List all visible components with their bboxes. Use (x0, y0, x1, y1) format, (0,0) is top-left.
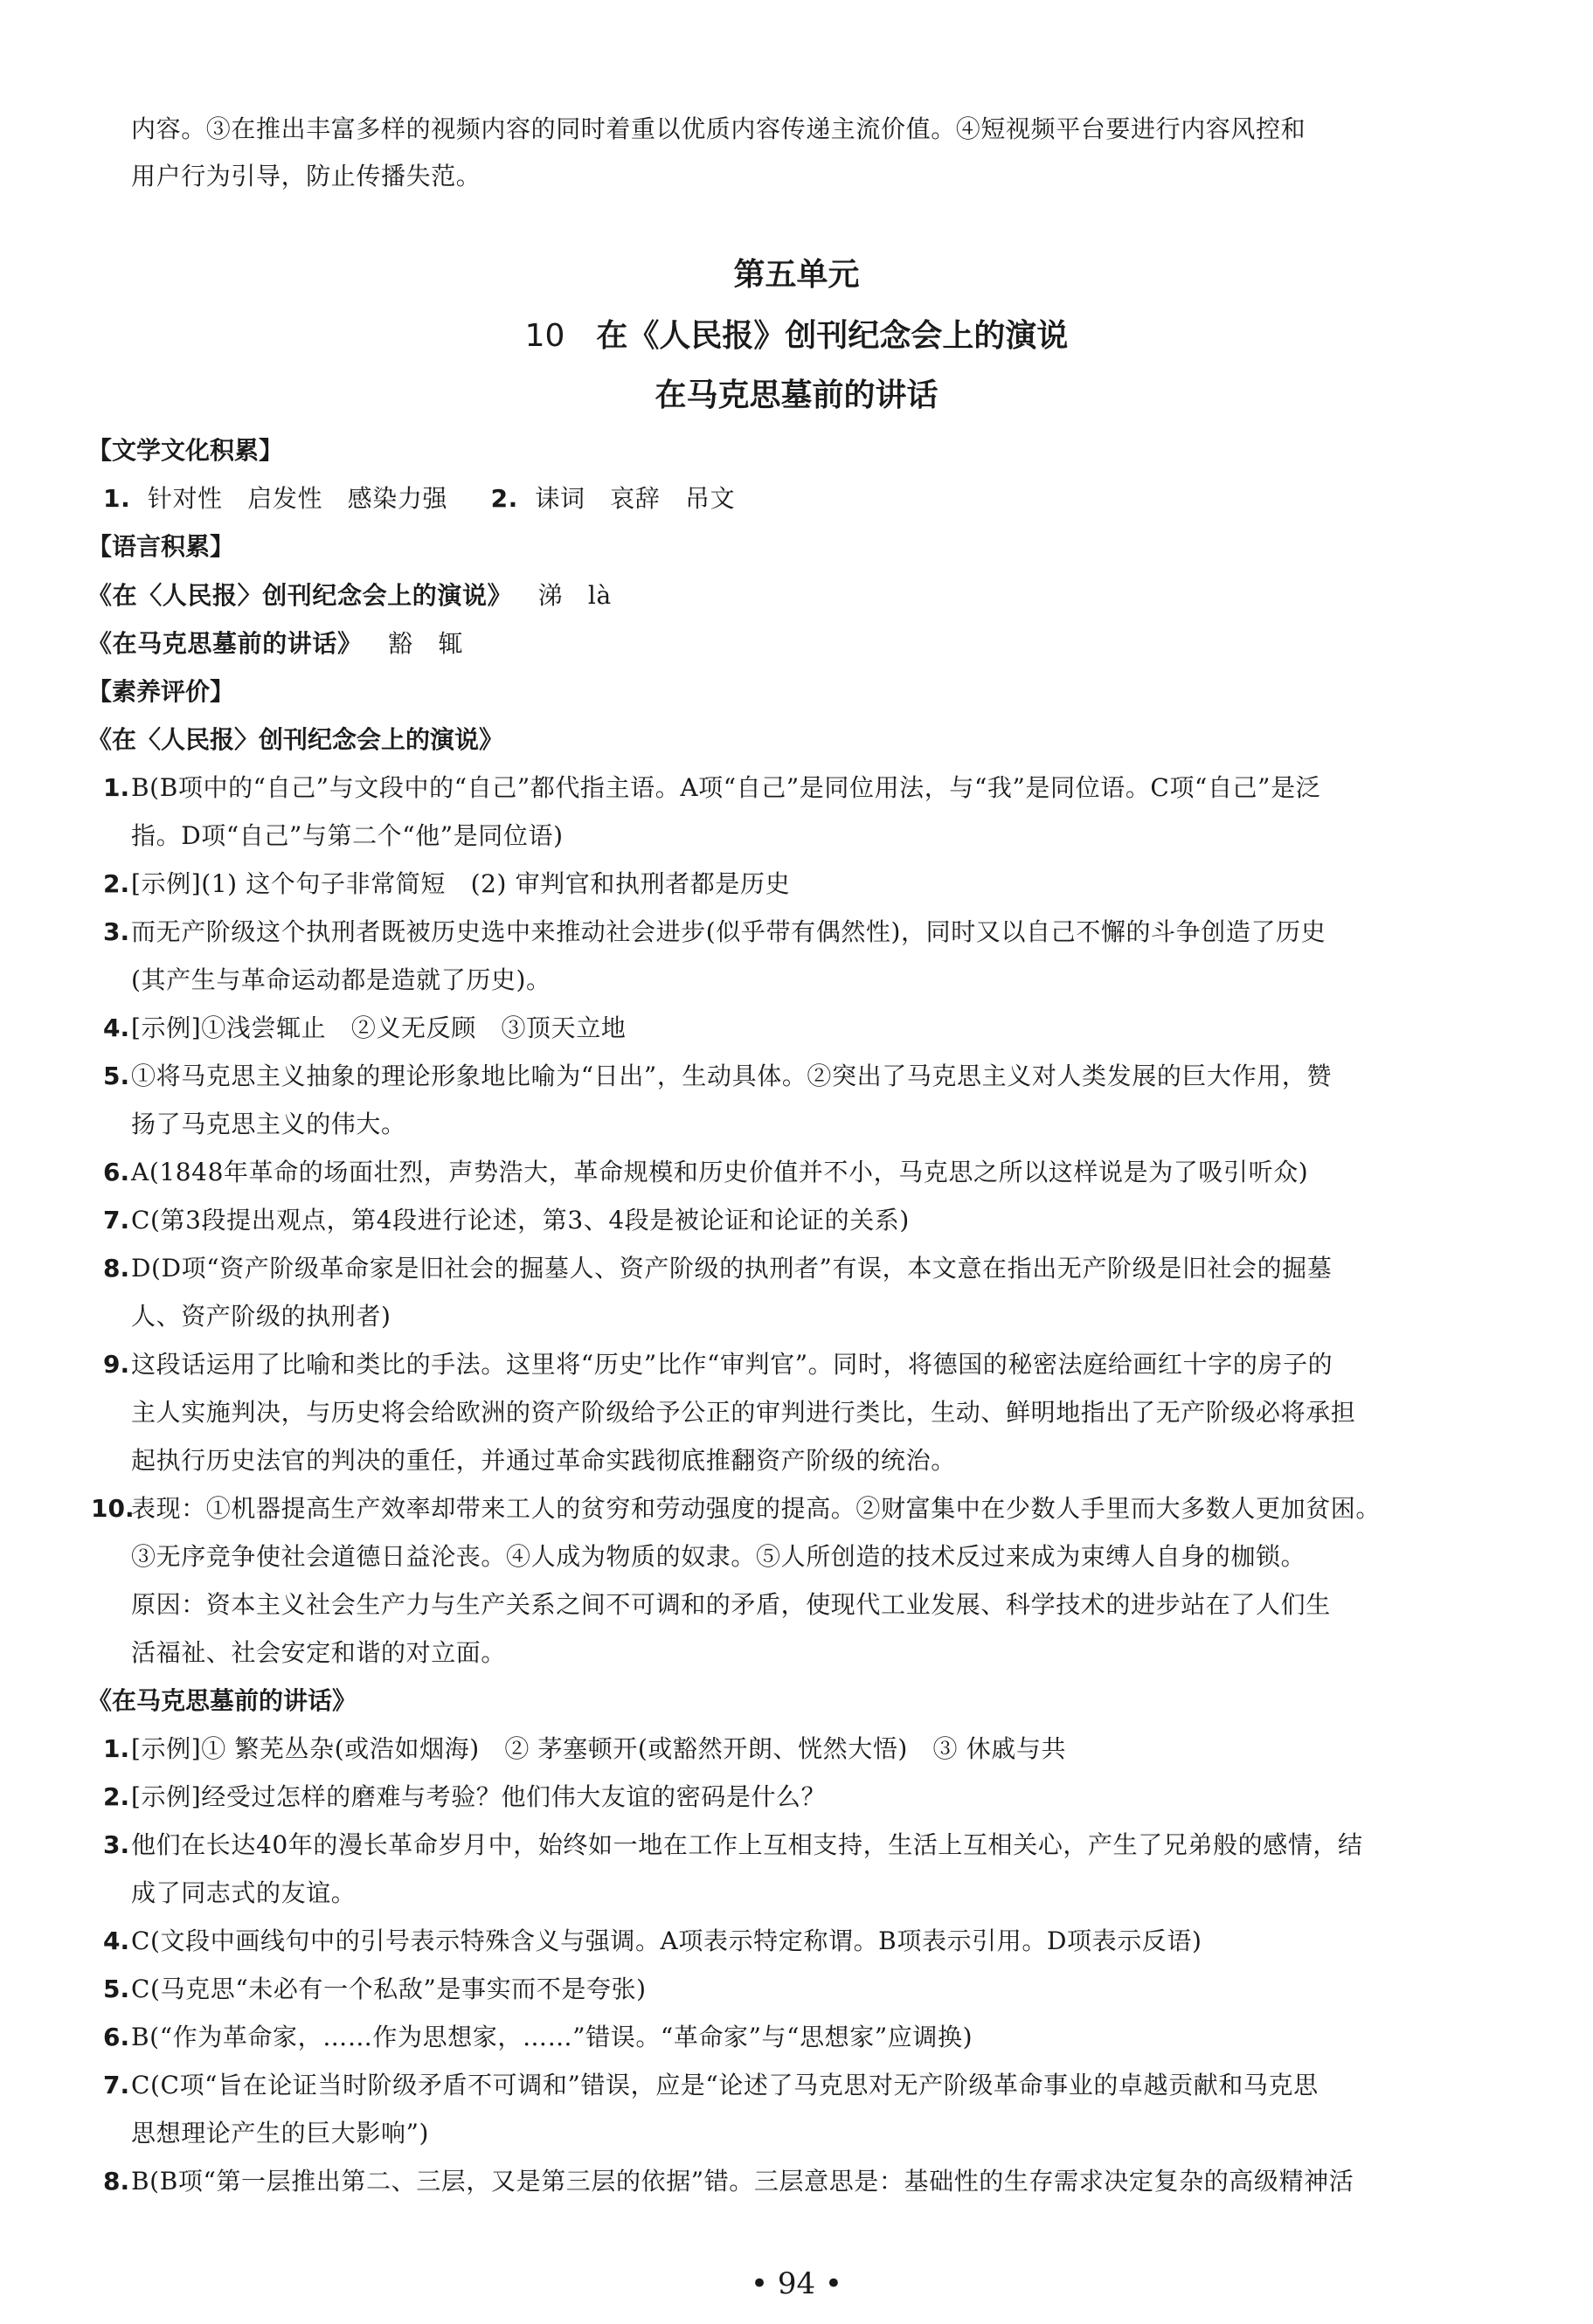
item-number: 9. (103, 1350, 130, 1379)
item-line: [示例]①浅尝辄止 ②义无反顾 ③顶天立地 (131, 1013, 627, 1042)
item-line: ③无序竞争使社会道德日益沦丧。④人成为物质的奴隶。⑤人所创造的技术反过来成为束缚人自身的枷锁。 (131, 1542, 1306, 1571)
lesson-title-main: 在《人民报》创刊纪念会上的演说 (596, 318, 1069, 354)
language-line (87, 626, 463, 661)
item-number: 7. (103, 2071, 130, 2099)
section-evaluation: 【素养评价】 (87, 677, 235, 706)
lesson-title (0, 316, 1593, 356)
item-line: 思想理论产生的巨大影响”) (131, 2119, 430, 2148)
language-text: 涕 là (537, 581, 612, 610)
section-literature: 【文学文化积累】 (87, 436, 284, 465)
language-label: 《在〈人民报〉创刊纪念会上的演说》 (87, 581, 513, 610)
unit-title: 第五单元 (733, 257, 860, 293)
item-number: 1. (103, 1734, 130, 1763)
item-number: 1. (103, 484, 131, 513)
lesson-subtitle: 在马克思墓前的讲话 (655, 377, 938, 413)
item-number: 5. (103, 1062, 130, 1090)
literature-answers (103, 481, 735, 516)
item-number: 2. (490, 484, 518, 513)
intro-line: 用户行为引导，防止传播失范。 (131, 162, 481, 190)
item-line: C(马克思“未必有一个私敌”是事实而不是夸张) (131, 1975, 647, 2003)
item-line: 起执行历史法官的判决的重任，并通过革命实践彻底推翻资产阶级的统治。 (131, 1446, 956, 1475)
item-line: A(1848年革命的场面壮烈，声势浩大，革命规模和历史价值并不小，马克思之所以这样说是为了吸引听众) (131, 1158, 1309, 1186)
item-number: 6. (103, 2023, 130, 2051)
sub-heading-speech: 《在〈人民报〉创刊纪念会上的演说》 (87, 725, 504, 754)
item-line: 表现：①机器提高生产效率却带来工人的贫穷和劳动强度的提高。②财富集中在少数人手里而大多数人更加贫困。 (131, 1494, 1382, 1523)
item-line: [示例](1) 这个句子非常简短 (2) 审判官和执刑者都是历史 (131, 869, 791, 898)
item-line: 成了同志式的友谊。 (131, 1878, 357, 1907)
item-number: 2. (103, 1782, 130, 1811)
item-line: C(文段中画线句中的引号表示特殊含义与强调。A项表示特定称谓。B项表示引用。D项表示反语) (131, 1926, 1202, 1955)
item-number: 8. (103, 1254, 130, 1283)
item-number: 1. (103, 773, 130, 802)
item-line: 活福祉、社会安定和谐的对立面。 (131, 1638, 507, 1667)
item-line: [示例]经受过怎样的磨难与考验？他们伟大友谊的密码是什么？ (131, 1782, 827, 1811)
lesson-number: 10 (524, 318, 565, 354)
intro-line: 内容。③在推出丰富多样的视频内容的同时着重以优质内容传递主流价值。④短视频平台要进行内容风控和 (131, 114, 1306, 143)
item-line: C(C项“旨在论证当时阶级矛盾不可调和”错误，应是“论述了马克思对无产阶级革命事业的卓越贡献和马克思 (131, 2071, 1319, 2099)
item-line: (其产生与革命运动都是造就了历史)。 (131, 965, 551, 994)
item-number: 3. (103, 1830, 130, 1859)
item-number: 5. (103, 1975, 130, 2003)
language-text: 豁 辄 (388, 629, 463, 658)
item-text: 诔词 哀辞 吊文 (535, 484, 736, 513)
item-number: 6. (103, 1158, 130, 1186)
item-number: 4. (103, 1926, 130, 1955)
item-line: B(B项“第一层推出第二、三层，又是第三层的依据”错。三层意思是：基础性的生存需求决定复杂的高级精神活 (131, 2167, 1354, 2196)
item-number: 4. (103, 1013, 130, 1042)
item-line: 扬了马克思主义的伟大。 (131, 1110, 406, 1138)
item-line: B(“作为革命家，……作为思想家，……”错误。“革命家”与“思想家”应调换) (131, 2023, 973, 2051)
page-number: • 94 • (751, 2266, 842, 2301)
item-line: C(第3段提出观点，第4段进行论述，第3、4段是被论证和论证的关系) (131, 1206, 910, 1235)
language-label: 《在马克思墓前的讲话》 (87, 629, 363, 658)
item-number: 3. (103, 917, 130, 946)
item-line: B(B项中的“自己”与文段中的“自己”都代指主语。A项“自己”是同位用法，与“我”是同位语。C项“自己”是泛 (131, 773, 1321, 802)
item-number: 8. (103, 2167, 130, 2196)
item-number: 10. (91, 1494, 135, 1523)
item-line: ①将马克思主义抽象的理论形象地比喻为“日出”，生动具体。②突出了马克思主义对人类发展的巨大作用，赞 (131, 1062, 1333, 1090)
item-line: 他们在长达40年的漫长革命岁月中，始终如一地在工作上互相支持，生活上互相关心，产生了兄弟般的感情，结 (131, 1830, 1363, 1859)
item-line: 人、资产阶级的执刑者) (131, 1302, 391, 1331)
item-number: 7. (103, 1206, 130, 1235)
item-line: 原因：资本主义社会生产力与生产关系之间不可调和的矛盾，使现代工业发展、科学技术的进步站在了人们生 (131, 1590, 1331, 1619)
item-line: [示例]① 繁芜丛杂(或浩如烟海) ② 茅塞顿开(或豁然开朗、恍然大悟) ③ 休戚与共 (131, 1734, 1067, 1763)
item-text: 针对性 启发性 感染力强 (147, 484, 448, 513)
item-line: 主人实施判决，与历史将会给欧洲的资产阶级给予公正的审判进行类比，生动、鲜明地指出了无产阶级必将承担 (131, 1398, 1356, 1427)
language-line (87, 578, 612, 613)
item-line: 这段话运用了比喻和类比的手法。这里将“历史”比作“审判官”。同时，将德国的秘密法庭给画红十字的房子的 (131, 1350, 1333, 1379)
item-line: 指。D项“自己”与第二个“他”是同位语) (131, 821, 564, 850)
item-line: D(D项“资产阶级革命家是旧社会的掘墓人、资产阶级的执刑者”有误，本文意在指出无产阶级是旧社会的掘墓 (131, 1254, 1333, 1283)
item-number: 2. (103, 869, 130, 898)
item-line: 而无产阶级这个执刑者既被历史选中来推动社会进步(似乎带有偶然性)，同时又以自己不懈的斗争创造了历史 (131, 917, 1326, 946)
section-language: 【语言积累】 (87, 532, 235, 561)
sub-heading-eulogy: 《在马克思墓前的讲话》 (87, 1686, 357, 1715)
